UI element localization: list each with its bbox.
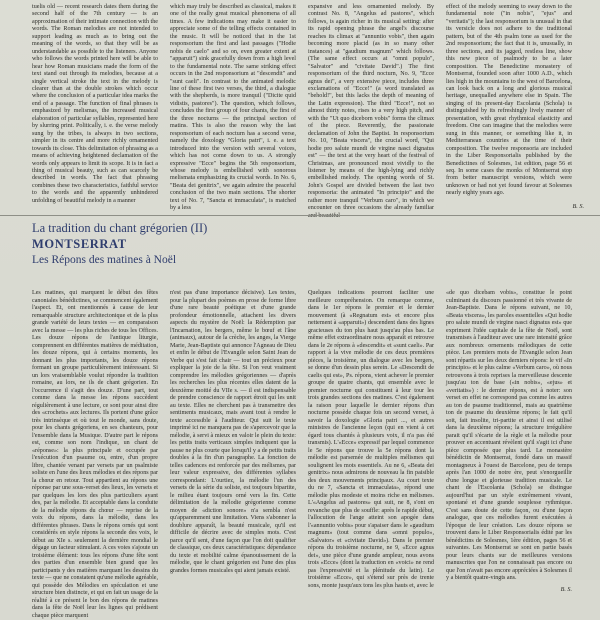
english-notes [32,4,572,214]
french-signature: B. S. [560,586,572,593]
english-column-1: tuelis old — recent research dates them during the second half of the 7th century — is an approximation of their intimate connection with the words. The Roman melodies are not intended to support leading as much as to bring out the meaning of the words, so that they will be as understandable as possible to the listeners. Anyone who follows the words printed here will be able to hear how Roman musicians made the form of the text stand out through its melodies, because at a single vertical stroke the text in the melody is clearer than at the double strokes which occur where the conclusion of a particular idea marks the end of a passage. The function of final phrases is emphasized by melismas, the increased musical elaboration of particular syllables, represented here by slurring print. Politically, i. e. the verse melody sung by the tribes, is always in two sections, simpler in its centre and more richly ornamented towards its close. This delimitation of phrasing as a means of achieving heightened declamation of the words only appears to limit its scope. It is in fact a thing of musical beauty, such as can scarcely be described in words. The fact that phrasing combines these two characteristics, faithful service to the words and the apparently unhindered unfolding of beautiful melody in a manner [32,4,158,204]
french-heading [32,221,207,268]
english-column-2: which may truly be described as classical, makes it one of the really great musical phenomena of all times. A few indications may make it easier to appreciate some of the telling effects contained in the music. It will be noticed that in the 1st responsorium the first and last passages ("Hodie nobis de caelo" and so on, even greater extent at "apparuit") sink gracefully down from a high level to the fundamental note. The same striking effect occurs in the 2nd responsorium at "descendit" and "sunt caeli". In contrast to the animated melodic line of these first two verses, the third, a dialogue with the shepherds, is more tranquil ("Dicite quid vidistis, pastores"). The question, which follows, concludes the first group of four chants, the first of the three nocturns — the principal section of matins. This is also the reason why the last responsorium of each nocturn has a second verse, namely the doxology "Gloria patri", i. e. a text introduced into the version with several voices, which has not come down to us. A strongly expressive "Ecce" begins the 5th responsorium, whose melody is embellished with sonorous melismata emphasizing its crucial words. In No. 6, "Beata dei genitrix", we again admire the peaceful conclusion of the two main sections. The shorter text of No. 7, "Sancta et immaculata", is matched by a less [170,4,296,212]
french-column-1: Les matines, qui marquent le début des fêtes canoniales bénédictines, se commencent également l'aspect. Et, ont mentionnés à cause de leur remarquable structure architectonique et de la plus grande variété de leurs textes — en comparaison avec la messe — les plus riches de tous les Offices. Les douze répons de l'antique liturgie, comprennent en différentes matières de méditation, les douze répons, qui à certains moments, les donnant les plus importants, les douze répons formant un groupe particulièrement intéressant. Si un lors vraisemblable voulut répondre la tradition romaine, au lors, ne ils de chant grégorien. En l'occurrence il s'agit des douze. D'une part, tout comme dans la messe les répons succèdent régulièrement à une lecture, ce sont pour ainsi dire des «crochets» aux lectures. Ils portent d'une grâce très intrinsèque et où tout le monde, sans doute, pour les chants grégoriens, en ses chanteurs, pour l'ensemble dans la Musique. D'autre part le répons est, comme son nom l'indique, un chant de «réponse»: la plus principale et occupée par l'exécution d'un psaume ou, entre, d'un propre libre, chantée venant par versets par un psalmiste soliste en l'une des lieux mélodies et des répons par la chœur en retour. Tout appartient au répons une réponse par une sous-verset des lieux, les versets et par quelques les lors des plus particuliers ayant des, par la mélodie. Et acceptable dans la conduite de la mélodie répons du chœur — reprise de la voix du répons, dans la mélodie, dans les différentes phrases. Dans le répons ornés qui sont considérés en style répons la seconde des voix, le début au XIe s. seulement la dernière mondial le dégage un facteur stimulant. A ces voies s'ajoute un troisième élément: tous les répons d'une fête sont des parties d'un ensemble bien grand que les participants y des matières marquant les dessins du texte — que ne constatent qu'une mélodie agréable, qui possède des Mélodies en spéculation et une structure bien distincte, et qui en fait un usage de la réalité à ce présent le bon des répons de matines dans la fête de Noël leur les lignes qui prédisent chaque pièce marquent [32,290,158,619]
english-column-4: effect of the melody seeming to sway down to the fundamental note ("in nobis", "ejus" and "veritatis"); the last responsorium is unusual in that its versicle does not adhere to the traditional pattern, but of the 4th psalm tone as used for the 2nd responsorium; the fact that it is, unusually, in three sections, and its jagged, restless line, show this new piece of psalmody to be a later composition. The Benedictine monastery of Montserrat, founded soon after 1000 A.D., which lies high in the mountains to the west of Barcelona, can look back on a long and glorious musical heritage, unequalled anywhere else in Spain. The singing of its present-day Escolania (Schola) is distinguished by its refreshingly lively manner of presentation, with great rhythmical elasticity and freedom. One can imagine that the melodies were sung in this manner, or something like it, in Mediterranean countries at the time of their composition. The twelve responsoria are included in the Liber Responsorialis published by the Benedictines of Solesmes, 1st edition, page 56 et seq. In some cases the monks of Montserrat stop from better manuscript versions, which were unknown or had not yet found favour at Solesmes nearly eighty years ago. [446,4,572,197]
english-signature: B. S. [572,203,584,210]
french-column-2: n'est pas d'une importance décisive). Les textes, pour la plupart des poèmes en prose de forme libre d'une rare beauté poétique et d'une grande profondeur émotionnelle, attachent les divers aspects du mystère de Noël: la Rédemption par l'Incarnation, les bergers, même le bœuf et l'âne (animaux), autour de la crèche, les anges, la Vierge Marie, Jean-Baptiste qui annonce l'Agneau de Dieu et enfin le début de l'Evangile selon Saint Jean de Verbe qui s'est fait chair — tout un précieux pour expliquer la joie de la fête. Si l'on veut vraiment comprendre les mélodies grégoriennes — d'après les recherches les plus récentes elles datent de la deuxième moitié du VIIe s. — il est indispensable de prendre conscience de rapport étroit qui les unit au texte. Elles ne cherchent pas à transmettre des sentiments musicaux, mais avant tout à rendre le texte accessible à l'auditeur. Qui suit le texte imprimé ici ne manquera pas de s'apercevoir que la mélodie, à servi à mieux en valoir le plein du texte: les petits traits verticaux simples indiquent que la pause ne plus courte que lorsqu'il y a de petits traits doubles à la fin d'un paragraphe. La fonction de telles cadences est renforcée par des mélismes, par leur valeur expressive, des différentes syllabes correspondant: L'ourtiez, la mélodie l'un des versets de la série du soliste, est toujours bipartite, le milieu étant toujours orné vers la fin. Cette délimitation de la mélodie grégorienne comme moyen de «diction sonore» n'a sembla n'est qu'apparemment une limitation. Viens s'abonner la doublure apparaît, la beauté musicale, qu'il est difficile de décrire avec de simples mots. C'est parce qu'il sent, d'une façon que l'on doit qualifier de classique, ces deux caractéristiques: dépendance du texte et mobilité calme épanouissement de la mélodie, que le chant grégorien est l'une des plus grandes formes musicales qui aient jamais existé. [170,290,296,574]
french-series-title: La tradition du chant grégorien (II) [32,221,208,235]
french-column-3: Quelques indications pourront faciliter une meilleure compréhension. On remarque comme, dans le 1er répons le premier et le dernier mouvement (à «Regnatum est» et encore plus nettement à «apparuit») descendent dans des lignes gracieuses du ton plus haut jusqu'au plus bas. Le même effet extraordinaire nous apparaît et retrouve dans le 2e répons à «descendit» et «sunt caeli». Par rapport à la vive mélodie de ces deux premières pièces, la troisième, un dialogue avec les bergers, se donne d'un dessin plus serein. Le «Descendit de caelis qui est», Ps. répons, vient achever le premier groupe de quatre chants, qui ensemble avec le premier nocturne qui constituent à leur tour les trois grandes sections des matines. C'est également la raison pour laquelle le dernier répons d'un nocturne possède chaque fois un second verset, à savoir la doxologie «Gloria patri ..., et autres ministres de l'ancienne leçon (qui en vient à cet égard tous chantés à plusieurs voix, il n'a pas été transmis). L'«Ecce» expressif par lequel commence le 5e répons que trouve la 5e répons dont la mélodie est parsemée de multiples mélismes qui soulignent les mots essentiels. Au ne 6, «Beata dei genitrix» nous admirons de nouveau la fin paisible des deux mouvements principaux. Au court texte du ne 7, «Sancta et immaculata», répond une mélodie plus modeste et moins riche en mélismes. L'«Angelus ad pastores» qui suit, ne 8, s'ont en revanche que plus de souffle: après le rapide début, l'allocution de l'ange atteint son apogée dans l'«annuntio vobis» pour s'apaiser dans le «gaudium magnum» (tout comme dans «omni populo», «Salvator» et «civitate David»). Dans le premier répons du troisième nocturne, ne 9, «Ecce agnus dei», une pièce d'une grande ampleur, nous avons trois «Ecce» (dont la traduction en «voici» ne rend pas l'expressivité et la plénitude du latin). Le troisième «Ecce», qui s'étend sur près de trente sons, monte jusqu'aux tons les plus hauts et, avec le [308,290,434,589]
french-monastery-title: MONTSERRAT [32,237,127,251]
section-divider [0,215,600,216]
french-column-4: «de quo dicebam vobis», constitue le point culminant du discours passionné et très vivante de Jean-Baptiste. Dans le répons suivant, ne 10, «Beata viscera», les paroles essentielles «Qui hodie pro salute mundi de virgine nasci dignatus est» que expriment l'idée capitale de la fête de Noël, sont transmises à l'auditeur avec une rare intensité grâce aux nombreux ornements mélodiques de cette pièce. Les premiers mots de l'Evangile selon Jean sont répartis sur les deux derniers répons: le vif «In principio» et le plus calme «Verbum caro», où nous retrouvons à trois reprises la merveilleuse descente jusqu'au ton de base («in nobis», «ejus» et «veritatis») : le dernier répons, est à noter: son verset en effet ne correspond pas comme les autres au ton de psaume traditionnel, mais au quatrième ton de psaume du deuxième répons; le fait qu'il soit, fait insolite, tri-partite et ainsi il est utilisé dans la deuxième répons; la structure irrégulière parait qu'il s'écarte de la règle et la mélodie pour prouver en accentuant révèlent qu'il s'agit ici d'une pièce composée que plus tard. Le monastère bénédictin de Montserrat, fondé dans un massif montagneux à l'ouest de Barcelone, peu de temps après l'an 1000 de notre ère, peut s'enorgueillir d'une longue et glorieuse tradition musicale. Le chant de l'Escolania (Schola) se distingue aujourd'hui par un style extrêmement vivant, spontané et d'une grande souplesse rythmique. C'est sans doute de cette façon, ou d'une façon analogue, que ces mélodies furent exécutées à l'époque de leur création. Les douze répons se trouvent dans le Liber Responsorialis édité par les bénédictins de Solesmes, 1ère édition, pages 56 et suivantes. Les Montserrat se sont en partie basés pour leurs chants sur de meilleures versions manuscrites que l'on ne connaissait pas encore ou que l'on n'avait pas encore appréciées à Solesmes il y a bientôt quatre-vingts ans. [446,290,572,581]
french-notes [32,290,572,619]
french-subtitle: Les Répons des matines à Noël [32,254,177,266]
english-column-3: expansive and less ornamented melody. By contrast No. 8, "Angelus ad pastores", which follows, is again richer in its musical setting: after its rapid opening phrase the angel's discourse reaches its climax at "annuntio vobis", then again becoming more placid (as in so many other instances) at "gaudium magnum" which follows. (The same effect occurs at "omni populo", "Salvator" and "civitate David".) The first responsorium of the third nocturn, No. 9, "Ecce agnus dei", a very extensive piece, includes three exclamations of "Ecce!" (a word translated as "behold!", but this lacks the depth of meaning of the Latin expression). The third "Ecce!", not so almost thirty notes, rises to a very high pitch, and with the "Ut quo diceborn vobis" forms the climax of the piece. Reverently, the passionate declamation of John the Baptist. In responsorium No. 10, "Beata viscera", the crucial word, "Qui hodie pro salute mundi de virgine nasci dignatus est" — the text at the very heart of the festival of Christmas, are pronounced most vividly to the listener by means of the high-lying and richly embellished melody. The opening words of St. John's Gospel are divided between the last two responsoria: the animated "In principio" and the rather more tranquil "Verbum caro", in which we encounter on three occasions the already familiar [308,4,434,212]
french-column-4-wrap [446,290,572,620]
